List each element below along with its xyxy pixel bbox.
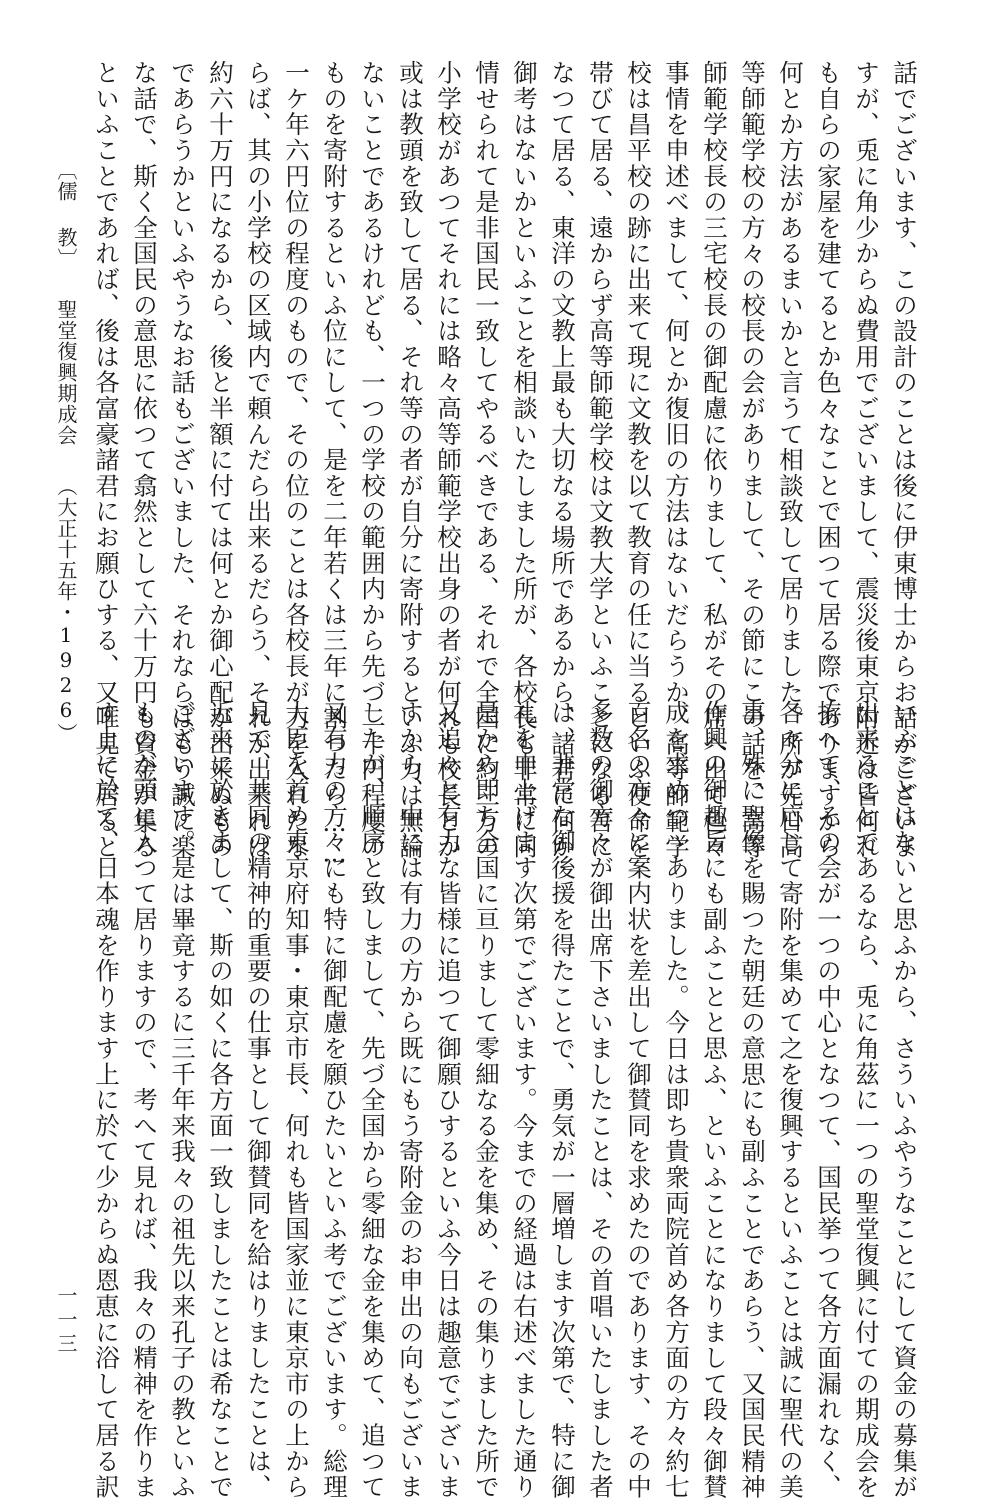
header-org: 聖堂復興期成会 (54, 299, 78, 446)
text-column: 校は昌平校の跡に出来て現に文教を以て教育の任に当るといふ使命を (624, 60, 653, 860)
text-column: なつて居る、東洋の文教上最も大切なる場所であるから、諸君に何か (548, 60, 577, 860)
text-column: したが、順序と致しまして、先づ全国から零細な金を集めて、追つて (358, 700, 387, 1500)
text-column: 近来に於きまして、斯の如くに各方面一致しましたことは希なことで (206, 700, 235, 1500)
header-date: （大正十五年・1926） (54, 476, 78, 744)
text-column: いふことはないと思ふから、さういふやうなことにして資金の募集が (890, 700, 919, 1500)
text-column: であらうかといふやうなお話もございました、それならばもう誠に楽 (168, 60, 197, 860)
page-number: 一一三 (54, 1285, 78, 1357)
text-column: 出来ることであるなら、兎に角茲に一つの聖堂復興に付ての期成会を (852, 700, 881, 1500)
text-column: も自らの家屋を建てるとか色々なことで困つて居る際でありますから (814, 60, 843, 860)
text-column: 各々分に応じて寄附を集めて之を復興するといふことは誠に聖代の美 (776, 700, 805, 1500)
text-column: 等師範学校の方々の校長の会がありまして、その節にこの話を、高等 (738, 60, 767, 860)
text-column: 約六十万円になるから、後と半額に付ては何とか御心配が出来ぬもの (206, 60, 235, 860)
text-column: 小学校があつてそれには略々高等師範学校出身の者が何れも校長とか (434, 60, 463, 860)
text-column: 話でございます、この設計のことは後に伊東博士からお話がございま (890, 60, 919, 860)
text-column: 何とか方法があるまいかと言うて相談致して居りました。所が先日高 (776, 60, 805, 860)
text-column: 礼を申上げます次第でございます。今までの経過は右述べました通り (510, 700, 539, 1500)
text-column: 成を求めつゝありました。今日は即ち貴衆両院首め各方面の方々約七 (662, 700, 691, 1500)
text-column: ものが頭に入つて居りますので、考へて見れば、我々の精神を作りま (130, 700, 159, 1500)
text-column: 是から即ち全国に亘りまして零細なる金を集め、その集りました所で (472, 700, 501, 1500)
text-column: といふことであれば、後は各富豪諸君にお願ひする、又唯見て居ると (92, 60, 121, 860)
text-column: 又追々と有力な皆様に追つて御願ひするといふ今日は趣意でございま (434, 700, 463, 1500)
text-column: は、非常な御後援を得たことで、勇気が一層増します次第で、特に御 (548, 700, 577, 1500)
text-column: すが、兎に角少からぬ費用でございまして、震災後東京附近は皆何れ (852, 60, 881, 860)
text-column: ものを寄附するといふ位にして、是を二年若くは三年に割つたら…… (320, 60, 349, 869)
text-column: 事、殊に聖像を賜つた朝廷の意思にも副ふことであらう、又国民精神 (738, 700, 767, 1500)
text-column: 百名の方々に案内状を差出して御賛同を求めたのであります、その中 (624, 700, 653, 1500)
text-column: らば、其の小学校の区域内で頼んだら出来るだらう、それが出来れば (244, 60, 273, 860)
text-column: 作興の御趣旨にも副ふことと思ふ、といふことになりまして段々御賛 (700, 700, 729, 1500)
header-category: 〔儒 教〕 (54, 160, 78, 269)
text-column: 御考はないかといふことを相談いたしました所が、各校長も非常に同 (510, 60, 539, 860)
text-column: ないことであるけれども、一つの学校の範囲内から先づ二十円程度の (358, 60, 387, 860)
text-column: 見て、共同の精神的重要の仕事として御賛同を給はりましたことは、 (244, 700, 273, 1500)
text-column: ございます。是は畢竟するに三千年来我々の祖先以来孔子の教といふ (168, 700, 197, 1500)
text-column: な話で、斯く全国民の意思に依つて翕然として六十万円も資金が集る (130, 60, 159, 860)
text-column: 情せられて是非国民一致してやるべきである、それで全国に約三万の (472, 60, 501, 860)
text-column: 又有力の方々にも特に御配慮を願ひたいといふ考でございます。総理 (320, 700, 349, 1500)
text-column: 帯びて居る、遠からず高等師範学校は文教大学といふことになる筈に (586, 60, 615, 860)
text-block-upper (87, 60, 923, 869)
text-column: す上に於て、日本魂を作ります上に於て少からぬ恩恵に浴して居る訳 (92, 700, 121, 1500)
text-column: 師範学校長の三宅校長の御配慮に依りまして、私がその席へ出て色々 (700, 60, 729, 860)
text-column: 事情を申述べまして、何とか復旧の方法はないだらうか、高等師範学 (662, 60, 691, 860)
text-column: 或は教頭を致して居る、それ等の者が自分に寄附するといふ力は無論 (396, 60, 425, 860)
running-header (52, 160, 81, 744)
text-column: 拵へて、その会が一つの中心となつて、国民挙つて各方面漏れなく、 (814, 700, 843, 1500)
text-column: 大臣を首め東京府知事・東京市長、何れも皆国家並に東京市の上から (282, 700, 311, 1500)
text-column: すから、中には有力の方から既にもう寄附金のお申出の向もございま (396, 700, 425, 1500)
text-column: 多数の御方々が御出席下さいましたことは、その首唱いたしました者 (586, 700, 615, 1500)
text-block-lower (87, 700, 923, 1500)
text-column: 一ケ年六円位の程度のもので、その位のことは各校長が力を入れたな (282, 60, 311, 860)
